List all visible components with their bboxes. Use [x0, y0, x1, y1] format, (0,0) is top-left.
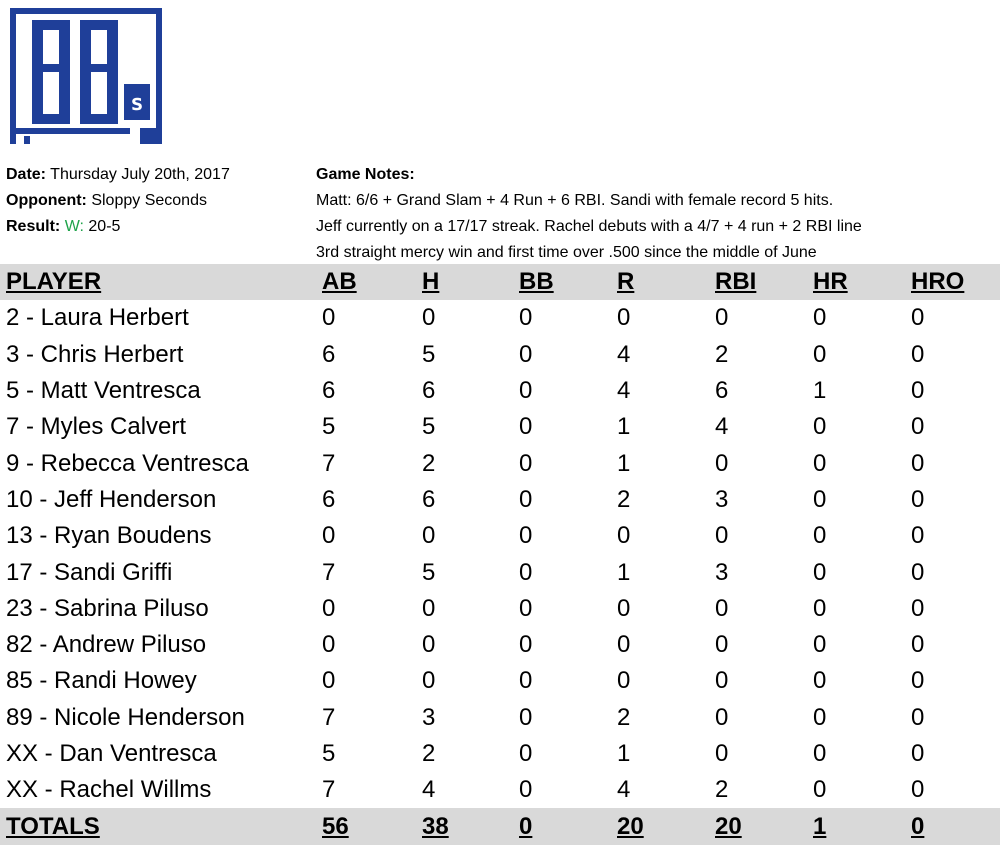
stat-cell: 7 — [322, 776, 336, 804]
stat-cell: 0 — [911, 304, 925, 332]
stat-cell: 0 — [813, 340, 827, 368]
totals-row — [0, 808, 1000, 844]
table-row — [0, 518, 1000, 554]
player-name: 89 - Nicole Henderson — [6, 703, 245, 731]
stat-cell: 0 — [715, 667, 729, 695]
table-row — [0, 627, 1000, 663]
stat-cell: 5 — [422, 558, 436, 586]
player-name: 82 - Andrew Piluso — [6, 631, 207, 659]
header-row — [0, 264, 1000, 300]
result-line: Result: W: 20-5 — [6, 218, 121, 235]
game-note-line: 3rd straight mercy win and first time over .500 since the middle of June — [316, 244, 817, 261]
stat-cell: 2 — [617, 703, 631, 731]
stat-cell: 0 — [422, 667, 436, 695]
stat-cell: 0 — [322, 631, 336, 659]
stat-cell: 0 — [519, 667, 533, 695]
stat-cell: 3 — [715, 558, 729, 586]
player-name: 5 - Matt Ventresca — [6, 377, 201, 405]
column-header-player: PLAYER — [6, 268, 102, 296]
column-header-hro: HRO — [911, 268, 965, 296]
table-row — [0, 482, 1000, 518]
total-cell: 20 — [617, 812, 644, 840]
stat-cell: 4 — [617, 776, 631, 804]
stat-cell: 6 — [422, 377, 436, 405]
stat-cell: 0 — [911, 594, 925, 622]
stat-cell: 0 — [911, 558, 925, 586]
stat-cell: 0 — [519, 631, 533, 659]
stat-cell: 4 — [617, 377, 631, 405]
stat-cell: 0 — [322, 667, 336, 695]
stat-cell: 0 — [322, 522, 336, 550]
column-header-bb: BB — [519, 268, 554, 296]
stat-cell: 1 — [617, 740, 631, 767]
table-row — [0, 373, 1000, 409]
stat-cell: 0 — [617, 667, 631, 695]
stats-table — [0, 264, 1000, 845]
table-row — [0, 409, 1000, 445]
game-note-line: Jeff currently on a 17/17 streak. Rachel debuts with a 4/7 + 4 run + 2 RBI line — [316, 218, 862, 235]
stat-cell: 0 — [911, 377, 925, 405]
player-name: 3 - Chris Herbert — [6, 340, 184, 368]
stat-cell: 0 — [911, 776, 925, 804]
stat-cell: 0 — [813, 558, 827, 586]
stat-cell: 0 — [519, 740, 533, 767]
stat-cell: 4 — [422, 776, 436, 804]
stat-cell: 6 — [322, 340, 336, 368]
stat-cell: 0 — [911, 631, 925, 659]
player-name: 85 - Randi Howey — [6, 667, 197, 695]
stat-cell: 0 — [911, 740, 925, 767]
stat-cell: 1 — [617, 413, 631, 441]
game-notes — [316, 162, 996, 266]
game-meta — [6, 162, 230, 240]
stat-cell: 1 — [813, 377, 827, 405]
stat-cell: 0 — [715, 703, 729, 731]
table-row — [0, 663, 1000, 699]
table-row — [0, 445, 1000, 481]
stat-cell: 0 — [813, 703, 827, 731]
stat-cell: 5 — [422, 413, 436, 441]
stat-cell: 0 — [519, 558, 533, 586]
stat-cell: 7 — [322, 449, 336, 477]
date-line: Date: Thursday July 20th, 2017 — [6, 166, 230, 183]
stat-cell: 0 — [813, 522, 827, 550]
stat-cell: 7 — [322, 703, 336, 731]
table-row — [0, 337, 1000, 373]
player-name: 17 - Sandi Griffi — [6, 558, 173, 586]
column-header-hr: HR — [813, 268, 848, 296]
stat-cell: 0 — [422, 522, 436, 550]
stat-cell: 7 — [322, 558, 336, 586]
stat-cell: 6 — [322, 485, 336, 513]
table-row — [0, 300, 1000, 336]
table-row — [0, 554, 1000, 590]
stat-cell: 5 — [322, 413, 336, 441]
stat-cell: 1 — [617, 449, 631, 477]
stat-cell: 0 — [519, 485, 533, 513]
table-row — [0, 700, 1000, 736]
stat-cell: 0 — [813, 449, 827, 477]
stat-cell: 0 — [911, 413, 925, 441]
stat-cell: 2 — [715, 776, 729, 804]
stat-cell: 0 — [911, 703, 925, 731]
stat-cell: 1 — [617, 558, 631, 586]
team-logo — [10, 8, 162, 144]
stat-cell: 0 — [911, 449, 925, 477]
opponent-value: Sloppy Seconds — [91, 192, 207, 209]
stat-cell: 0 — [813, 485, 827, 513]
stat-cell: 0 — [519, 594, 533, 622]
stat-cell: 3 — [422, 703, 436, 731]
svg-text:s: s — [130, 91, 144, 116]
player-name: 9 - Rebecca Ventresca — [6, 449, 249, 477]
total-cell: 1 — [813, 812, 827, 840]
result-score: 20-5 — [88, 218, 121, 235]
stat-cell: 0 — [911, 522, 925, 550]
result-win-label: W: — [64, 218, 84, 235]
stat-cell: 0 — [715, 740, 729, 767]
stat-cell: 0 — [422, 631, 436, 659]
stat-cell: 0 — [617, 631, 631, 659]
stat-cell: 0 — [813, 631, 827, 659]
total-cell: 38 — [422, 812, 449, 840]
stat-cell: 0 — [322, 594, 336, 622]
stat-cell: 0 — [519, 340, 533, 368]
table-row — [0, 591, 1000, 627]
stat-cell: 0 — [519, 776, 533, 804]
stat-cell: 0 — [519, 522, 533, 550]
stat-cell: 0 — [519, 304, 533, 332]
table-row — [0, 736, 1000, 772]
table-row — [0, 772, 1000, 808]
stat-cell: 0 — [617, 594, 631, 622]
total-cell: 0 — [519, 812, 533, 840]
stat-cell: 0 — [422, 304, 436, 332]
stat-cell: 0 — [911, 485, 925, 513]
stat-cell: 0 — [715, 449, 729, 477]
player-name: 2 - Laura Herbert — [6, 304, 189, 332]
stat-cell: 0 — [715, 522, 729, 550]
total-cell: 56 — [322, 812, 349, 840]
stat-cell: 0 — [911, 340, 925, 368]
stat-cell: 0 — [519, 377, 533, 405]
stat-cell: 0 — [813, 594, 827, 622]
player-name: XX - Dan Ventresca — [6, 740, 217, 767]
player-name: 13 - Ryan Boudens — [6, 522, 212, 550]
stat-cell: 5 — [322, 740, 336, 767]
totals-label: TOTALS — [6, 812, 100, 840]
date-value: Thursday July 20th, 2017 — [50, 166, 230, 183]
stat-cell: 0 — [519, 413, 533, 441]
stat-cell: 4 — [715, 413, 729, 441]
stat-cell: 0 — [715, 304, 729, 332]
stat-cell: 6 — [322, 377, 336, 405]
stat-cell: 0 — [519, 703, 533, 731]
stat-cell: 2 — [422, 740, 436, 767]
game-notes-title: Game Notes: — [316, 166, 415, 183]
stat-cell: 0 — [813, 667, 827, 695]
stat-cell: 0 — [617, 522, 631, 550]
game-note-line: Matt: 6/6 + Grand Slam + 4 Run + 6 RBI. Sandi with female record 5 hits. — [316, 192, 834, 209]
total-cell: 20 — [715, 812, 742, 840]
stat-cell: 0 — [519, 449, 533, 477]
stat-cell: 2 — [715, 340, 729, 368]
player-name: 7 - Myles Calvert — [6, 413, 187, 441]
column-header-r: R — [617, 268, 635, 296]
stat-cell: 0 — [617, 304, 631, 332]
stat-cell: 4 — [617, 340, 631, 368]
stat-cell: 0 — [813, 776, 827, 804]
stat-cell: 0 — [422, 594, 436, 622]
stat-cell: 6 — [422, 485, 436, 513]
stat-cell: 2 — [617, 485, 631, 513]
column-header-rbi: RBI — [715, 268, 757, 296]
column-header-h: H — [422, 268, 440, 296]
stat-cell: 0 — [813, 740, 827, 767]
stat-cell: 0 — [715, 631, 729, 659]
stat-cell: 0 — [322, 304, 336, 332]
stat-cell: 0 — [813, 413, 827, 441]
stat-cell: 6 — [715, 377, 729, 405]
opponent-line: Opponent: Sloppy Seconds — [6, 192, 207, 209]
column-header-ab: AB — [322, 268, 357, 296]
stat-cell: 2 — [422, 449, 436, 477]
stat-cell: 0 — [911, 667, 925, 695]
stat-cell: 0 — [813, 304, 827, 332]
stat-cell: 3 — [715, 485, 729, 513]
stat-cell: 5 — [422, 340, 436, 368]
player-name: XX - Rachel Willms — [6, 776, 212, 804]
player-name: 10 - Jeff Henderson — [6, 485, 217, 513]
stat-cell: 0 — [715, 594, 729, 622]
total-cell: 0 — [911, 812, 925, 840]
player-name: 23 - Sabrina Piluso — [6, 594, 209, 622]
